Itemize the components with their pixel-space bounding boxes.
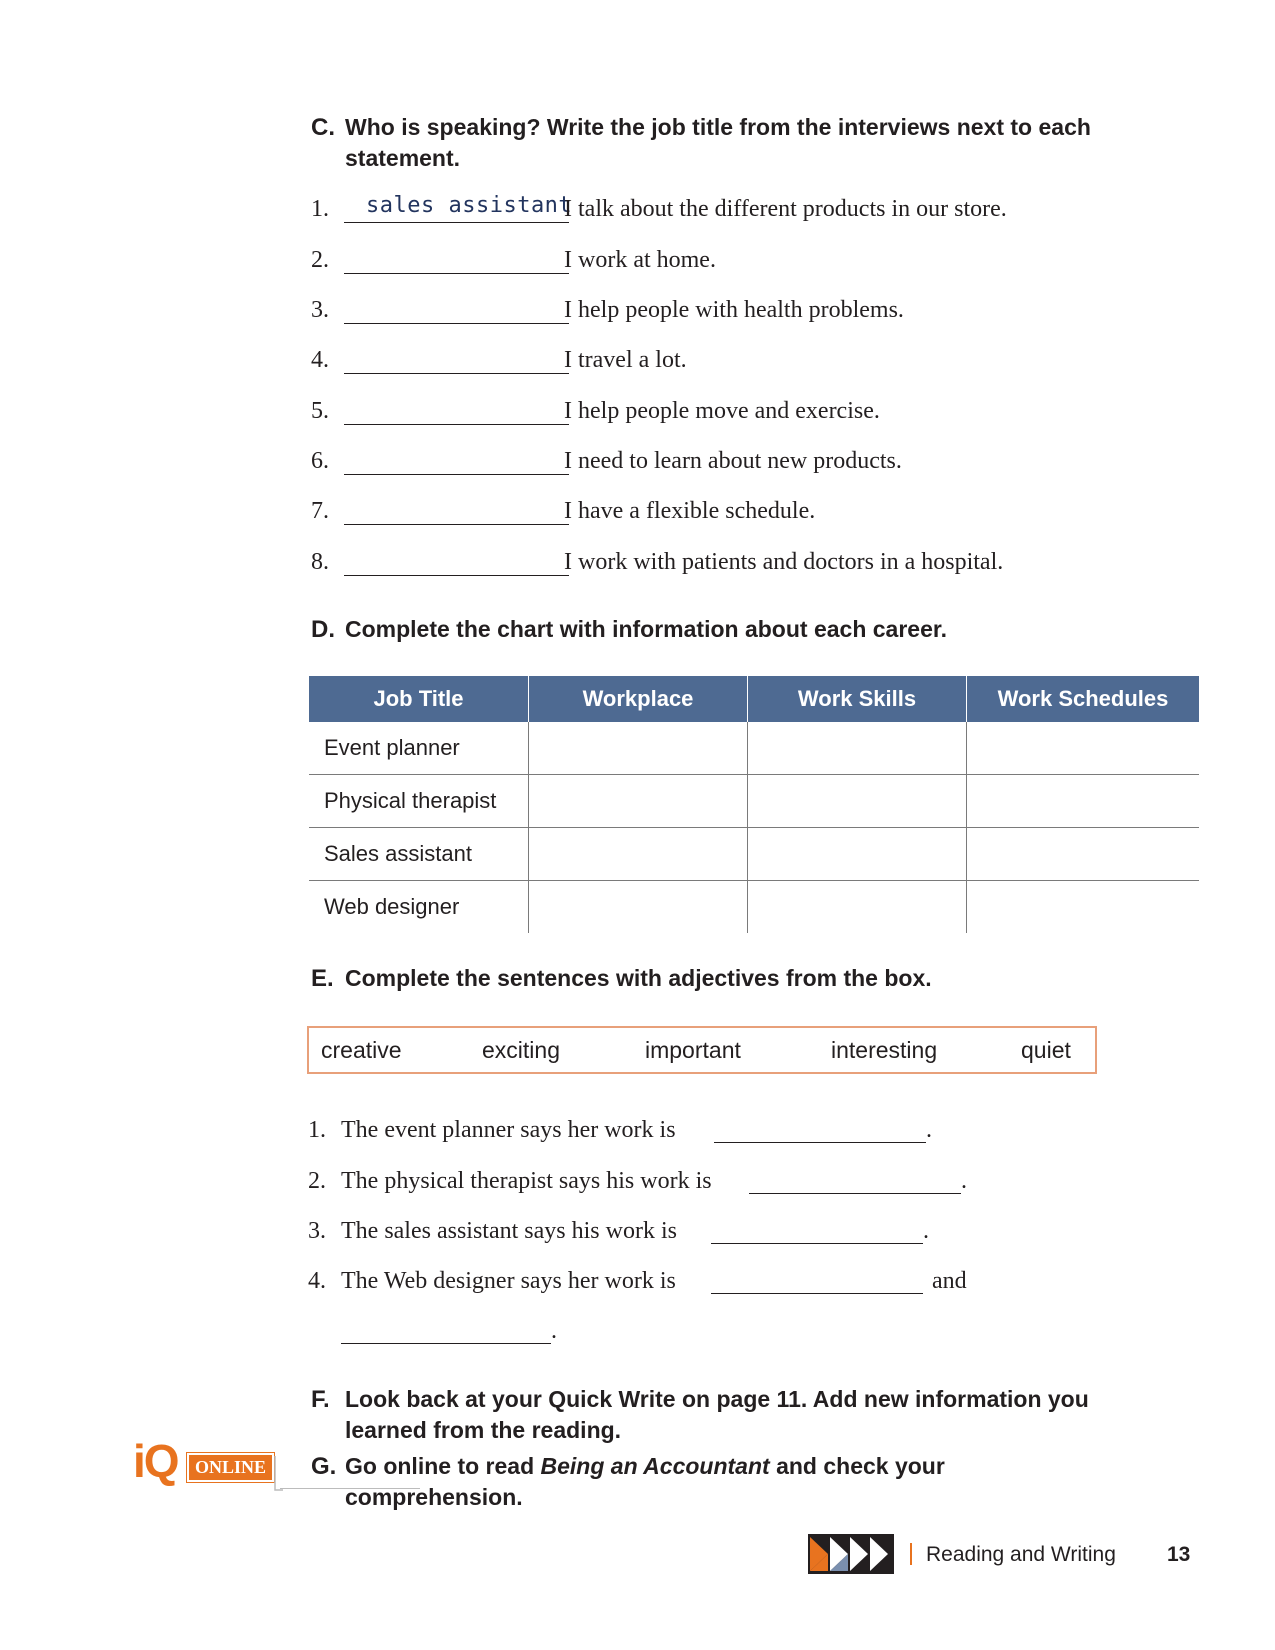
statement-text: I work with patients and doctors in a hospital. xyxy=(564,549,1004,575)
chart-cell-work-schedules[interactable] xyxy=(967,775,1200,828)
arrows-icon xyxy=(808,1534,894,1574)
iq-online-logo[interactable] xyxy=(133,1435,283,1496)
answer-blank[interactable] xyxy=(344,273,569,274)
section-d-instruction: Complete the chart with information about each career. xyxy=(345,616,947,642)
sentence-number: 4. xyxy=(308,1268,326,1294)
statement-number: 1. xyxy=(311,196,329,222)
sentence-text: The physical therapist says his work is xyxy=(341,1168,712,1194)
table-row xyxy=(309,722,1199,775)
answer-blank[interactable] xyxy=(711,1243,923,1244)
section-e-letter: E. xyxy=(311,965,334,992)
section-d-heading xyxy=(311,614,1111,645)
statement-item xyxy=(311,498,1111,532)
sentence-text: The Web designer says her work is xyxy=(341,1268,676,1294)
statement-text: I have a flexible schedule. xyxy=(564,498,816,524)
section-c-instruction: Who is speaking? Write the job title from the interviews next to each statement. xyxy=(345,114,1091,171)
sentence-end: . xyxy=(923,1218,929,1244)
statement-text: I need to learn about new products. xyxy=(564,448,902,474)
sentence-number: 1. xyxy=(308,1117,326,1143)
sentence-number: 2. xyxy=(308,1168,326,1194)
section-f-letter: F. xyxy=(311,1386,330,1413)
chart-header-work-skills: Work Skills xyxy=(748,676,967,722)
section-g-suffix: and check your comprehension. xyxy=(345,1453,945,1510)
chart-header-workplace: Workplace xyxy=(529,676,748,722)
statement-item xyxy=(311,247,1111,281)
chart-cell-workplace[interactable] xyxy=(529,722,748,775)
statement-number: 4. xyxy=(311,347,329,373)
statement-number: 3. xyxy=(311,297,329,323)
word-box xyxy=(307,1026,1097,1074)
chart-cell-work-schedules[interactable] xyxy=(967,722,1200,775)
answer-blank[interactable] xyxy=(344,323,569,324)
word-box-item: creative xyxy=(321,1037,402,1063)
statement-number: 5. xyxy=(311,398,329,424)
statement-item xyxy=(311,549,1111,583)
statement-item xyxy=(311,297,1111,331)
chart-cell-work-skills[interactable] xyxy=(748,881,967,934)
statement-item xyxy=(311,398,1111,432)
handwritten-answer: sales assistant xyxy=(366,193,573,218)
online-badge: ONLINE xyxy=(187,1453,274,1482)
answer-blank[interactable] xyxy=(711,1293,923,1294)
chart-cell-work-skills[interactable] xyxy=(748,775,967,828)
section-f-heading xyxy=(311,1384,1101,1446)
section-c-heading xyxy=(311,112,1101,174)
chart-cell-workplace[interactable] xyxy=(529,828,748,881)
chart-cell-job-title: Sales assistant xyxy=(309,828,529,881)
section-e-heading xyxy=(311,963,1111,994)
sentence-item xyxy=(308,1268,1108,1302)
footer-text: Reading and Writing xyxy=(926,1543,1116,1566)
sentence-end: . xyxy=(926,1117,932,1143)
answer-blank[interactable] xyxy=(344,424,569,425)
statement-number: 6. xyxy=(311,448,329,474)
chart-cell-work-schedules[interactable] xyxy=(967,881,1200,934)
answer-blank[interactable] xyxy=(341,1343,551,1344)
chart-cell-workplace[interactable] xyxy=(529,775,748,828)
section-e-instruction: Complete the sentences with adjectives from the box. xyxy=(345,965,932,991)
table-row xyxy=(309,828,1199,881)
word-box-item: exciting xyxy=(482,1037,560,1063)
chart-cell-job-title: Event planner xyxy=(309,722,529,775)
sentence-item xyxy=(308,1117,1108,1151)
logo-underline-icon xyxy=(133,1440,283,1496)
sentence-end: . xyxy=(551,1318,557,1344)
answer-blank[interactable] xyxy=(714,1142,926,1143)
word-box-item: quiet xyxy=(1021,1037,1071,1063)
section-c-letter: C. xyxy=(311,114,335,141)
answer-blank[interactable] xyxy=(344,474,569,475)
statement-text: I help people move and exercise. xyxy=(564,398,880,424)
word-box-item: important xyxy=(645,1037,741,1063)
statement-text: I help people with health problems. xyxy=(564,297,904,323)
section-g-prefix: Go online to read xyxy=(345,1453,541,1479)
statement-item xyxy=(311,448,1111,482)
section-g-instruction xyxy=(345,1451,1111,1513)
statement-number: 2. xyxy=(311,247,329,273)
answer-blank[interactable] xyxy=(344,373,569,374)
section-g-letter: G. xyxy=(311,1453,337,1480)
answer-blank[interactable] xyxy=(344,524,569,525)
sentence-end: . xyxy=(961,1168,967,1194)
statement-text: I travel a lot. xyxy=(564,347,687,373)
chart-cell-work-skills[interactable] xyxy=(748,828,967,881)
career-chart xyxy=(309,676,1199,933)
statement-number: 7. xyxy=(311,498,329,524)
answer-blank[interactable] xyxy=(749,1193,961,1194)
answer-blank[interactable] xyxy=(344,222,569,223)
sentence-text: The event planner says her work is xyxy=(341,1117,676,1143)
section-g-heading xyxy=(311,1451,1111,1513)
iq-logo-text: iQ xyxy=(133,1435,178,1487)
statement-item xyxy=(311,193,1111,230)
chart-cell-work-skills[interactable] xyxy=(748,722,967,775)
section-g-title: Being an Accountant xyxy=(540,1453,770,1479)
chart-cell-job-title: Physical therapist xyxy=(309,775,529,828)
sentence-item xyxy=(308,1218,1108,1252)
chart-cell-job-title: Web designer xyxy=(324,894,460,919)
section-f-instruction: Look back at your Quick Write on page 11. Add new information you learned from the reading. xyxy=(345,1386,1089,1443)
word-box-item: interesting xyxy=(831,1037,938,1063)
sentence-item xyxy=(308,1168,1108,1202)
sentence-continuation xyxy=(308,1318,1108,1352)
sentence-end: and xyxy=(932,1268,967,1294)
chart-cell-workplace[interactable] xyxy=(529,881,748,934)
table-row xyxy=(309,775,1199,828)
sentence-number: 3. xyxy=(308,1218,326,1244)
link-underline xyxy=(280,1488,420,1489)
footer-divider xyxy=(910,1543,912,1565)
page-number: 13 xyxy=(1167,1543,1191,1566)
section-d-letter: D. xyxy=(311,616,335,643)
statement-number: 8. xyxy=(311,549,329,575)
chart-cell-work-schedules[interactable] xyxy=(967,828,1200,881)
sentence-text: The sales assistant says his work is xyxy=(341,1218,677,1244)
table-row xyxy=(309,881,1199,934)
statement-text: I work at home. xyxy=(564,247,716,273)
statement-text: I talk about the different products in our store. xyxy=(564,196,1007,222)
statement-item xyxy=(311,347,1111,381)
chart-header-job-title: Job Title xyxy=(309,676,529,722)
chart-header-work-schedules: Work Schedules xyxy=(967,676,1200,722)
answer-blank[interactable] xyxy=(344,575,569,576)
